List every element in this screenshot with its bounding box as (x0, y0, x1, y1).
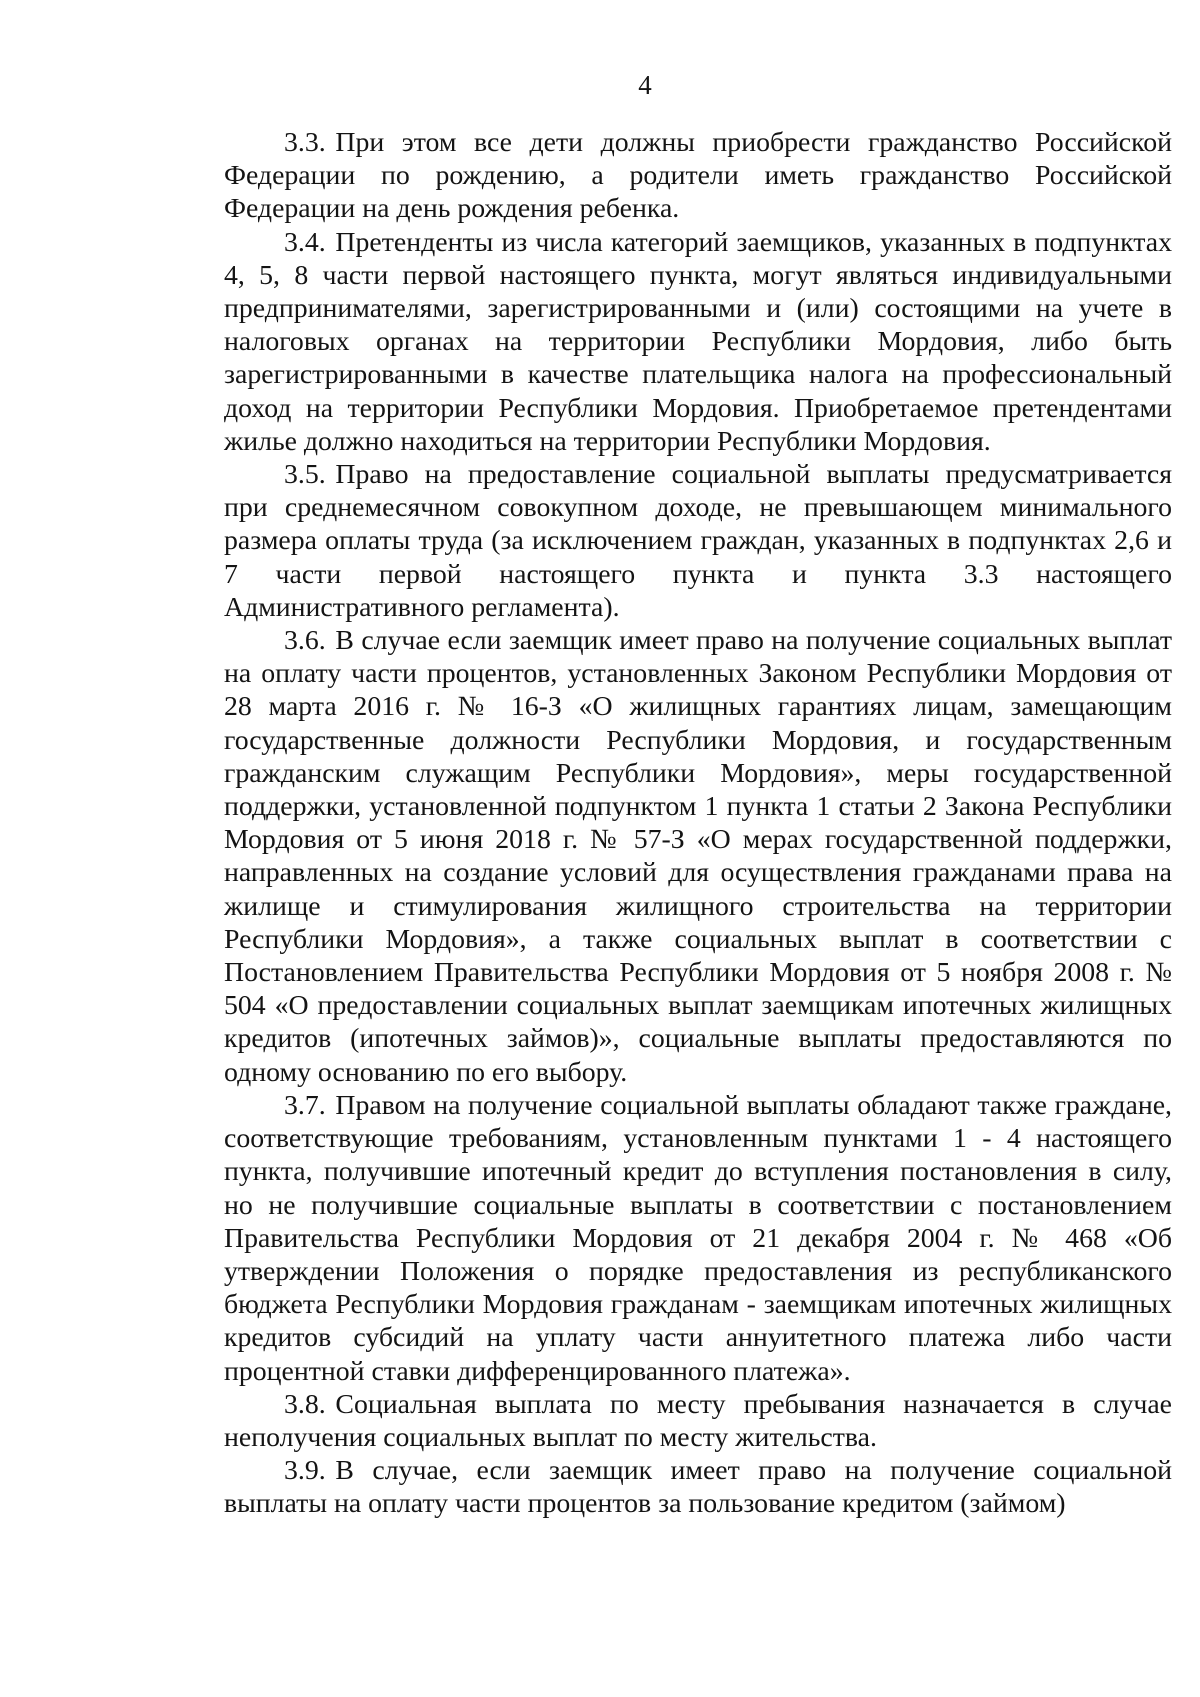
paragraph-number: 3.8. (284, 1388, 326, 1420)
paragraph-number: 3.3. (284, 127, 326, 158)
paragraph-number: 3.7. (284, 1089, 326, 1121)
paragraph-number: 3.5. (284, 459, 326, 491)
paragraph-3-7 (224, 1089, 1172, 1388)
paragraph-text: В случае если заемщик имеет право на получение социальных выплат на оплату части процентов, установленных Законом Республики Мордовия от 28 марта 2016 г. № 16-З «О жилищных гарантиях лицам, замещающим государственные должности Республики Мордовия, и государственным гражданским служащим Республики Мордовия», меры государственной поддержки, установленной подпунктом 1 пункта 1 статьи 2 Закона Республики Мордовия от 5 июня 2018 г. № 57-З «О мерах государственной поддержки, направленных на создание условий для осуществления гражданами права на жилище и стимулирования жилищного строительства на территории Республики Мордовия», а также социальных выплат в соответствии с Постановлением Правительства Республики Мордовия от 5 ноября 2008 г. № 504 «О предоставлении социальных выплат заемщикам ипотечных жилищных кредитов (ипотечных займов)», социальные выплаты предоставляются по одному основанию по его выбору. (224, 625, 1172, 1088)
paragraph-number: 3.6. (284, 625, 326, 657)
paragraph-3-8 (224, 1388, 1172, 1454)
paragraph-number: 3.9. (284, 1455, 326, 1487)
page-number: 4 (638, 70, 652, 100)
paragraph-number: 3.4. (284, 226, 326, 258)
paragraph-3-9 (224, 1454, 1172, 1520)
paragraph-3-4 (224, 226, 1172, 458)
paragraph-text: Право на предоставление социальной выплаты предусматривается при среднемесячном совокупном доходе, не превышающем минимального размера оплаты труда (за исключением граждан, указанных в подпунктах 2,6 и 7 части первой настоящего пункта и пункта 3.3 настоящего Административного регламента). (224, 459, 1172, 623)
paragraph-text: При этом все дети должны приобрести гражданство Российской Федерации по рождению, а родители иметь гражданство Российской Федерации на день рождения ребенка. (224, 127, 1172, 225)
paragraph-3-5 (224, 458, 1172, 624)
paragraph-3-3 (224, 126, 1172, 226)
paragraph-text: Социальная выплата по месту пребывания назначается в случае неполучения социальных выплат по месту жительства. (224, 1388, 1172, 1453)
paragraph-text: В случае, если заемщик имеет право на получение социальной выплаты на оплату части процентов за пользование кредитом (займом) (224, 1455, 1172, 1520)
paragraph-3-6 (224, 624, 1172, 1089)
document-body (224, 126, 1172, 1521)
paragraph-text: Претенденты из числа категорий заемщиков, указанных в подпунктах 4, 5, 8 части первой настоящего пункта, могут являться индивидуальными предпринимателями, зарегистрированными и (или) состоящими на учете в налоговых органах на территории Республики Мордовия, либо быть зарегистрированными в качестве плательщика налога на профессиональный доход на территории Республики Мордовия. Приобретаемое претендентами жилье должно находиться на территории Республики Мордовия. (224, 226, 1172, 457)
paragraph-text: Правом на получение социальной выплаты обладают также граждане, соответствующие требованиям, установленным пунктами 1 - 4 настоящего пункта, получившие ипотечный кредит до вступления постановления в силу, но не получившие социальные выплаты в соответствии с постановлением Правительства Республики Мордовия от 21 декабря 2004 г. № 468 «Об утверждении Положения о порядке предоставления из республиканского бюджета Республики Мордовия гражданам - заемщикам ипотечных жилищных кредитов субсидий на уплату части аннуитетного платежа либо части процентной ставки дифференцированного платежа». (224, 1089, 1172, 1387)
